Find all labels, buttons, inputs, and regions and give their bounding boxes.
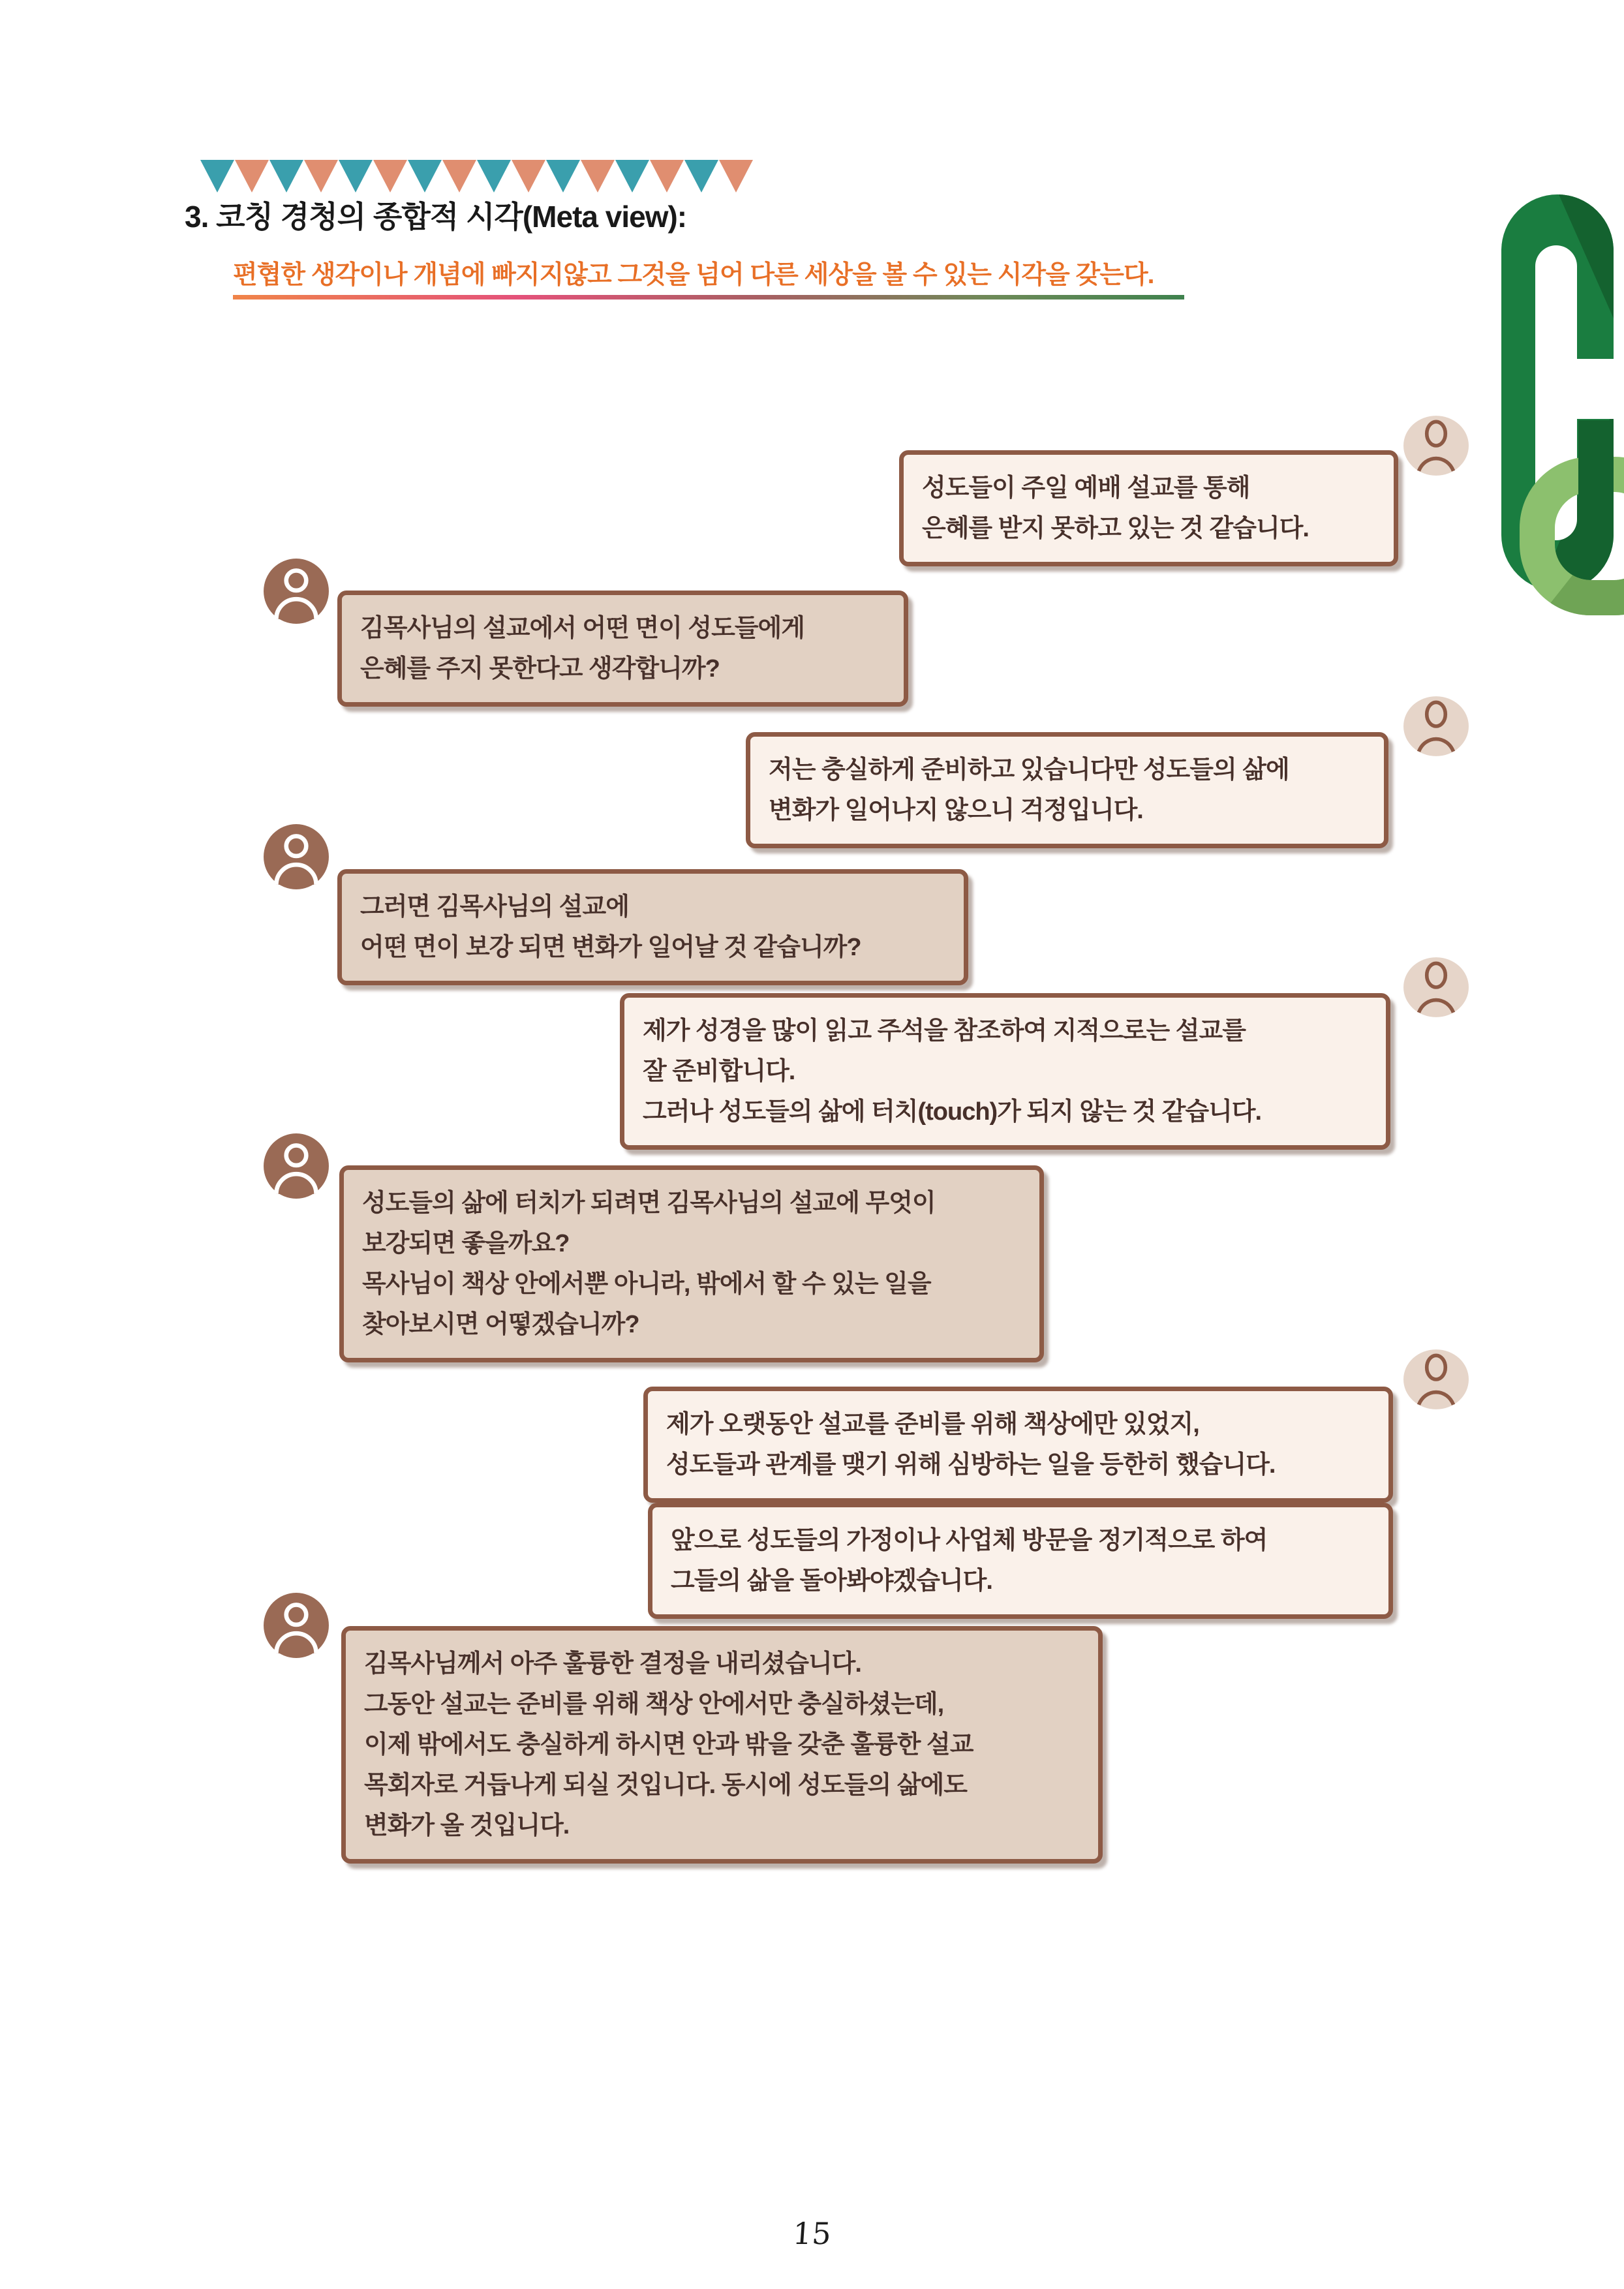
triangle-icon — [546, 160, 580, 192]
g-chain-logo-icon — [1500, 194, 1624, 617]
bubble-line: 목회자로 거듭나게 되실 것입니다. 동시에 성도들의 삶에도 — [364, 1772, 967, 1799]
triangle-icon — [408, 160, 442, 192]
bubble-line: 저는 충실하게 준비하고 있습니다만 성도들의 삶에 — [769, 756, 1289, 784]
bubble-line: 목사님이 책상 안에서뿐 아니라, 밖에서 할 수 있는 일을 — [362, 1270, 931, 1298]
chat-bubble-client-3 — [620, 993, 1390, 1150]
triangle-icon — [235, 160, 269, 192]
chat-bubble-coach-1 — [337, 591, 908, 707]
bubble-line: 변화가 올 것입니다. — [364, 1812, 570, 1839]
bubble-line: 찾아보시면 어떻겠습니까? — [362, 1311, 639, 1338]
bubble-line: 앞으로 성도들의 가정이나 사업체 방문을 정기적으로 하여 — [671, 1527, 1268, 1554]
client-avatar-icon — [1403, 954, 1469, 1021]
triangle-icon — [719, 160, 753, 192]
triangle-icon — [477, 160, 511, 192]
bubble-line: 그러나 성도들의 삶에 터치(touch)가 되지 않는 것 같습니다. — [643, 1098, 1262, 1126]
bubble-line: 그들의 삶을 돌아봐야겠습니다. — [671, 1567, 992, 1595]
chat-bubble-coach-3 — [339, 1165, 1044, 1362]
coach-avatar-icon — [263, 558, 329, 624]
triangle-icon — [684, 160, 718, 192]
bubble-line: 김목사님께서 아주 훌륭한 결정을 내리셨습니다. — [364, 1650, 861, 1678]
triangle-icon — [200, 160, 234, 192]
triangle-icon — [339, 160, 373, 192]
triangle-icon — [512, 160, 545, 192]
bubble-line: 성도들의 삶에 터치가 되려면 김목사님의 설교에 무엇이 — [362, 1190, 936, 1217]
section-subtitle: 편협한 생각이나 개념에 빠지지않고 그것을 넘어 다른 세상을 볼 수 있는 시각을 갖는다. — [233, 261, 1154, 289]
triangle-icon — [269, 160, 303, 192]
bubble-line: 그동안 설교는 준비를 위해 책상 안에서만 충실하셨는데, — [364, 1691, 944, 1718]
triangle-icon — [615, 160, 649, 192]
bubble-line: 성도들과 관계를 맺기 위해 심방하는 일을 등한히 했습니다. — [666, 1451, 1276, 1479]
bubble-line: 김목사님의 설교에서 어떤 면이 성도들에게 — [360, 615, 804, 642]
banner-triangles — [200, 160, 753, 192]
triangle-icon — [442, 160, 476, 192]
chat-bubble-client-1 — [899, 450, 1398, 566]
client-avatar-icon — [1403, 412, 1469, 479]
bubble-line: 은혜를 주지 못한다고 생각합니까? — [360, 655, 720, 683]
bubble-line: 변화가 일어나지 않으니 걱정입니다. — [769, 797, 1143, 824]
bubble-line: 제가 성경을 많이 읽고 주석을 참조하여 지적으로는 설교를 — [643, 1017, 1246, 1045]
chat-bubble-client-5 — [648, 1503, 1393, 1619]
bubble-line: 보강되면 좋을까요? — [362, 1230, 570, 1257]
triangle-icon — [304, 160, 338, 192]
page-number: 15 — [791, 2216, 833, 2251]
bubble-line: 은혜를 받지 못하고 있는 것 같습니다. — [922, 515, 1309, 542]
triangle-icon — [650, 160, 684, 192]
bubble-line: 성도들이 주일 예배 설교를 통해 — [922, 474, 1250, 502]
coach-avatar-icon — [263, 823, 329, 890]
section-title: 3. 코칭 경청의 종합적 시각(Meta view): — [185, 200, 687, 234]
subtitle-underline — [233, 295, 1184, 300]
triangle-icon — [581, 160, 615, 192]
chat-bubble-coach-2 — [337, 869, 968, 985]
triangle-icon — [373, 160, 407, 192]
chat-bubble-client-2 — [746, 732, 1388, 848]
coach-avatar-icon — [263, 1133, 329, 1199]
chat-bubble-coach-4 — [341, 1626, 1103, 1864]
client-avatar-icon — [1403, 693, 1469, 760]
bubble-line: 이제 밖에서도 충실하게 하시면 안과 밖을 갖춘 훌륭한 설교 — [364, 1731, 973, 1759]
bubble-line: 잘 준비합니다. — [643, 1058, 795, 1085]
coach-avatar-icon — [263, 1592, 329, 1659]
chat-bubble-client-4 — [643, 1387, 1393, 1503]
bubble-line: 그러면 김목사님의 설교에 — [360, 893, 629, 921]
bubble-line: 제가 오랫동안 설교를 준비를 위해 책상에만 있었지, — [666, 1411, 1199, 1438]
client-avatar-icon — [1403, 1346, 1469, 1413]
bubble-line: 어떤 면이 보강 되면 변화가 일어날 것 같습니까? — [360, 934, 861, 961]
